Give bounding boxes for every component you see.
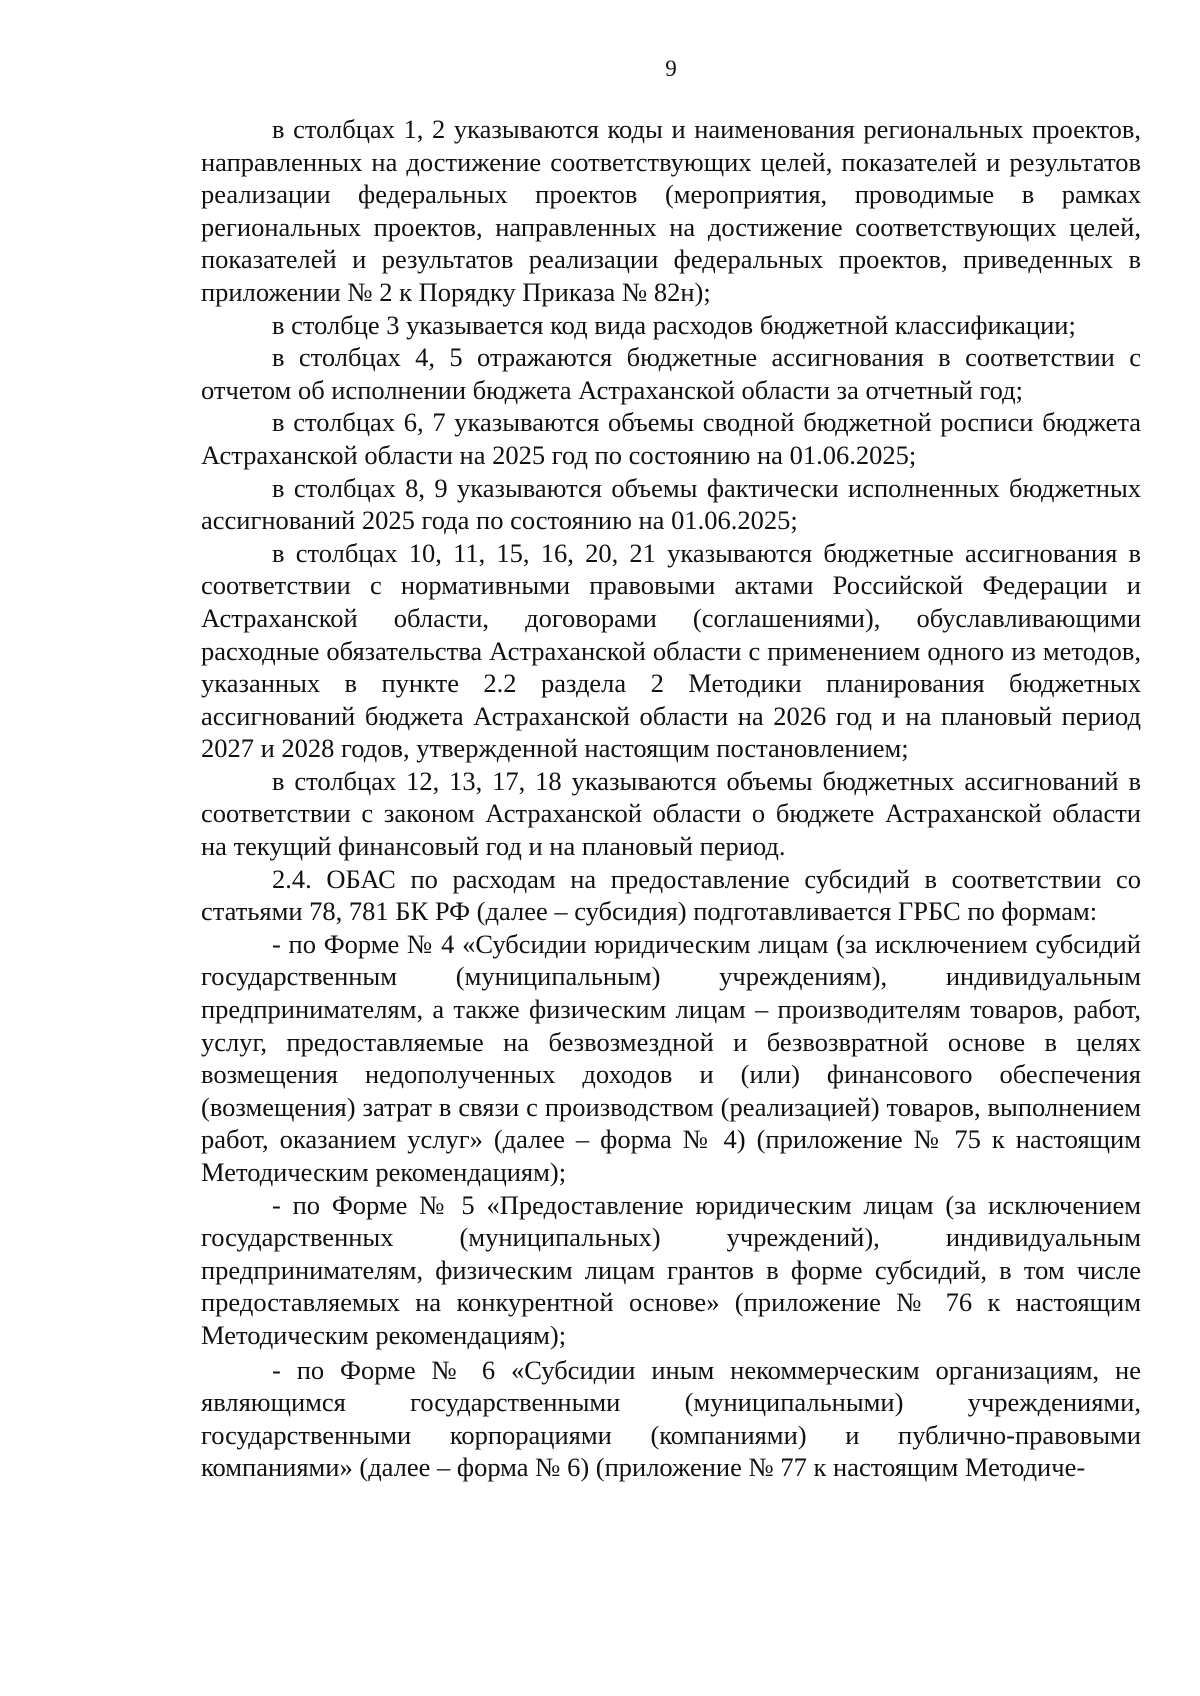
- paragraph-form-6: - по Форме № 6 «Субсидии иным некоммерческим организациям, не являющимся государственными (муниципальными) учреждениями, государственными корпорациями (компаниями) и публично-правовыми компаниями» (далее – форма № 6) (приложение № 77 к настоящим Методиче-: [201, 1354, 1141, 1483]
- paragraph-section-2-4: 2.4. ОБАС по расходам на предоставление субсидий в соответствии со статьями 78, 781 БК РФ (далее – субсидия) подготавливается ГРБС по формам:: [201, 863, 1141, 927]
- paragraph-columns-12-18: в столбцах 12, 13, 17, 18 указываются объемы бюджетных ассигнований в соответствии с законом Астраханской области о бюджете Астраханской области на текущий финансовый год и на плановый период.: [201, 765, 1141, 862]
- paragraph-column-3: в столбце 3 указывается код вида расходов бюджетной классификации;: [272, 309, 1076, 340]
- paragraph-form-4: - по Форме № 4 «Субсидии юридическим лицам (за исключением субсидий государственным (муниципальным) учреждениям), индивидуальным предпринимателям, а также физическим лицам – производителям товаров, работ, услуг, предоставляемые на безвозмездной и безвозвратной основе в целях возмещения недополученных доходов и (или) финансового обеспечения (возмещения) затрат в связи с производством (реализацией) товаров, выполнением работ, оказанием услуг» (далее – форма № 4) (приложение № 75 к настоящим Методическим рекомендациям);: [201, 928, 1141, 1187]
- paragraph-columns-10-21: в столбцах 10, 11, 15, 16, 20, 21 указываются бюджетные ассигнования в соответствии с нормативными правовыми актами Российской Федерации и Астраханской области, договорами (соглашениями), обуславливающими расходные обязательства Астраханской области с применением одного из методов, указанных в пункте 2.2 раздела 2 Методики планирования бюджетных ассигнований бюджета Астраханской области на 2026 год и на плановый период 2027 и 2028 годов, утвержденной настоящим постановлением;: [201, 537, 1141, 764]
- paragraph-columns-6-7: в столбцах 6, 7 указываются объемы сводной бюджетной росписи бюджета Астраханской области на 2025 год по состоянию на 01.06.2025;: [201, 407, 1141, 470]
- paragraph-columns-1-2: в столбцах 1, 2 указываются коды и наименования региональных проектов, направленных на достижение соответствующих целей, показателей и результатов реализации федеральных проектов (мероприятия, проводимые в рамках региональных проектов, направленных на достижение соответствующих целей, показателей и результатов реализации федеральных проектов, приведенных в приложении № 2 к Порядку Приказа № 82н);: [201, 114, 1141, 307]
- page-number: 9: [665, 56, 677, 81]
- paragraph-columns-8-9: в столбцах 8, 9 указываются объемы фактически исполненных бюджетных ассигнований 2025 года по состоянию на 01.06.2025;: [201, 472, 1141, 536]
- document-body: [201, 113, 1141, 1484]
- paragraph-columns-4-5: в столбцах 4, 5 отражаются бюджетные ассигнования в соответствии с отчетом об исполнении бюджета Астраханской области за отчетный год;: [201, 342, 1141, 405]
- paragraph-form-5: - по Форме № 5 «Предоставление юридическим лицам (за исключением государственных (муниципальных) учреждений), индивидуальным предпринимателям, физическим лицам грантов в форме субсидий, в том числе предоставляемых на конкурентной основе» (приложение № 76 к настоящим Методическим рекомендациям);: [201, 1189, 1141, 1350]
